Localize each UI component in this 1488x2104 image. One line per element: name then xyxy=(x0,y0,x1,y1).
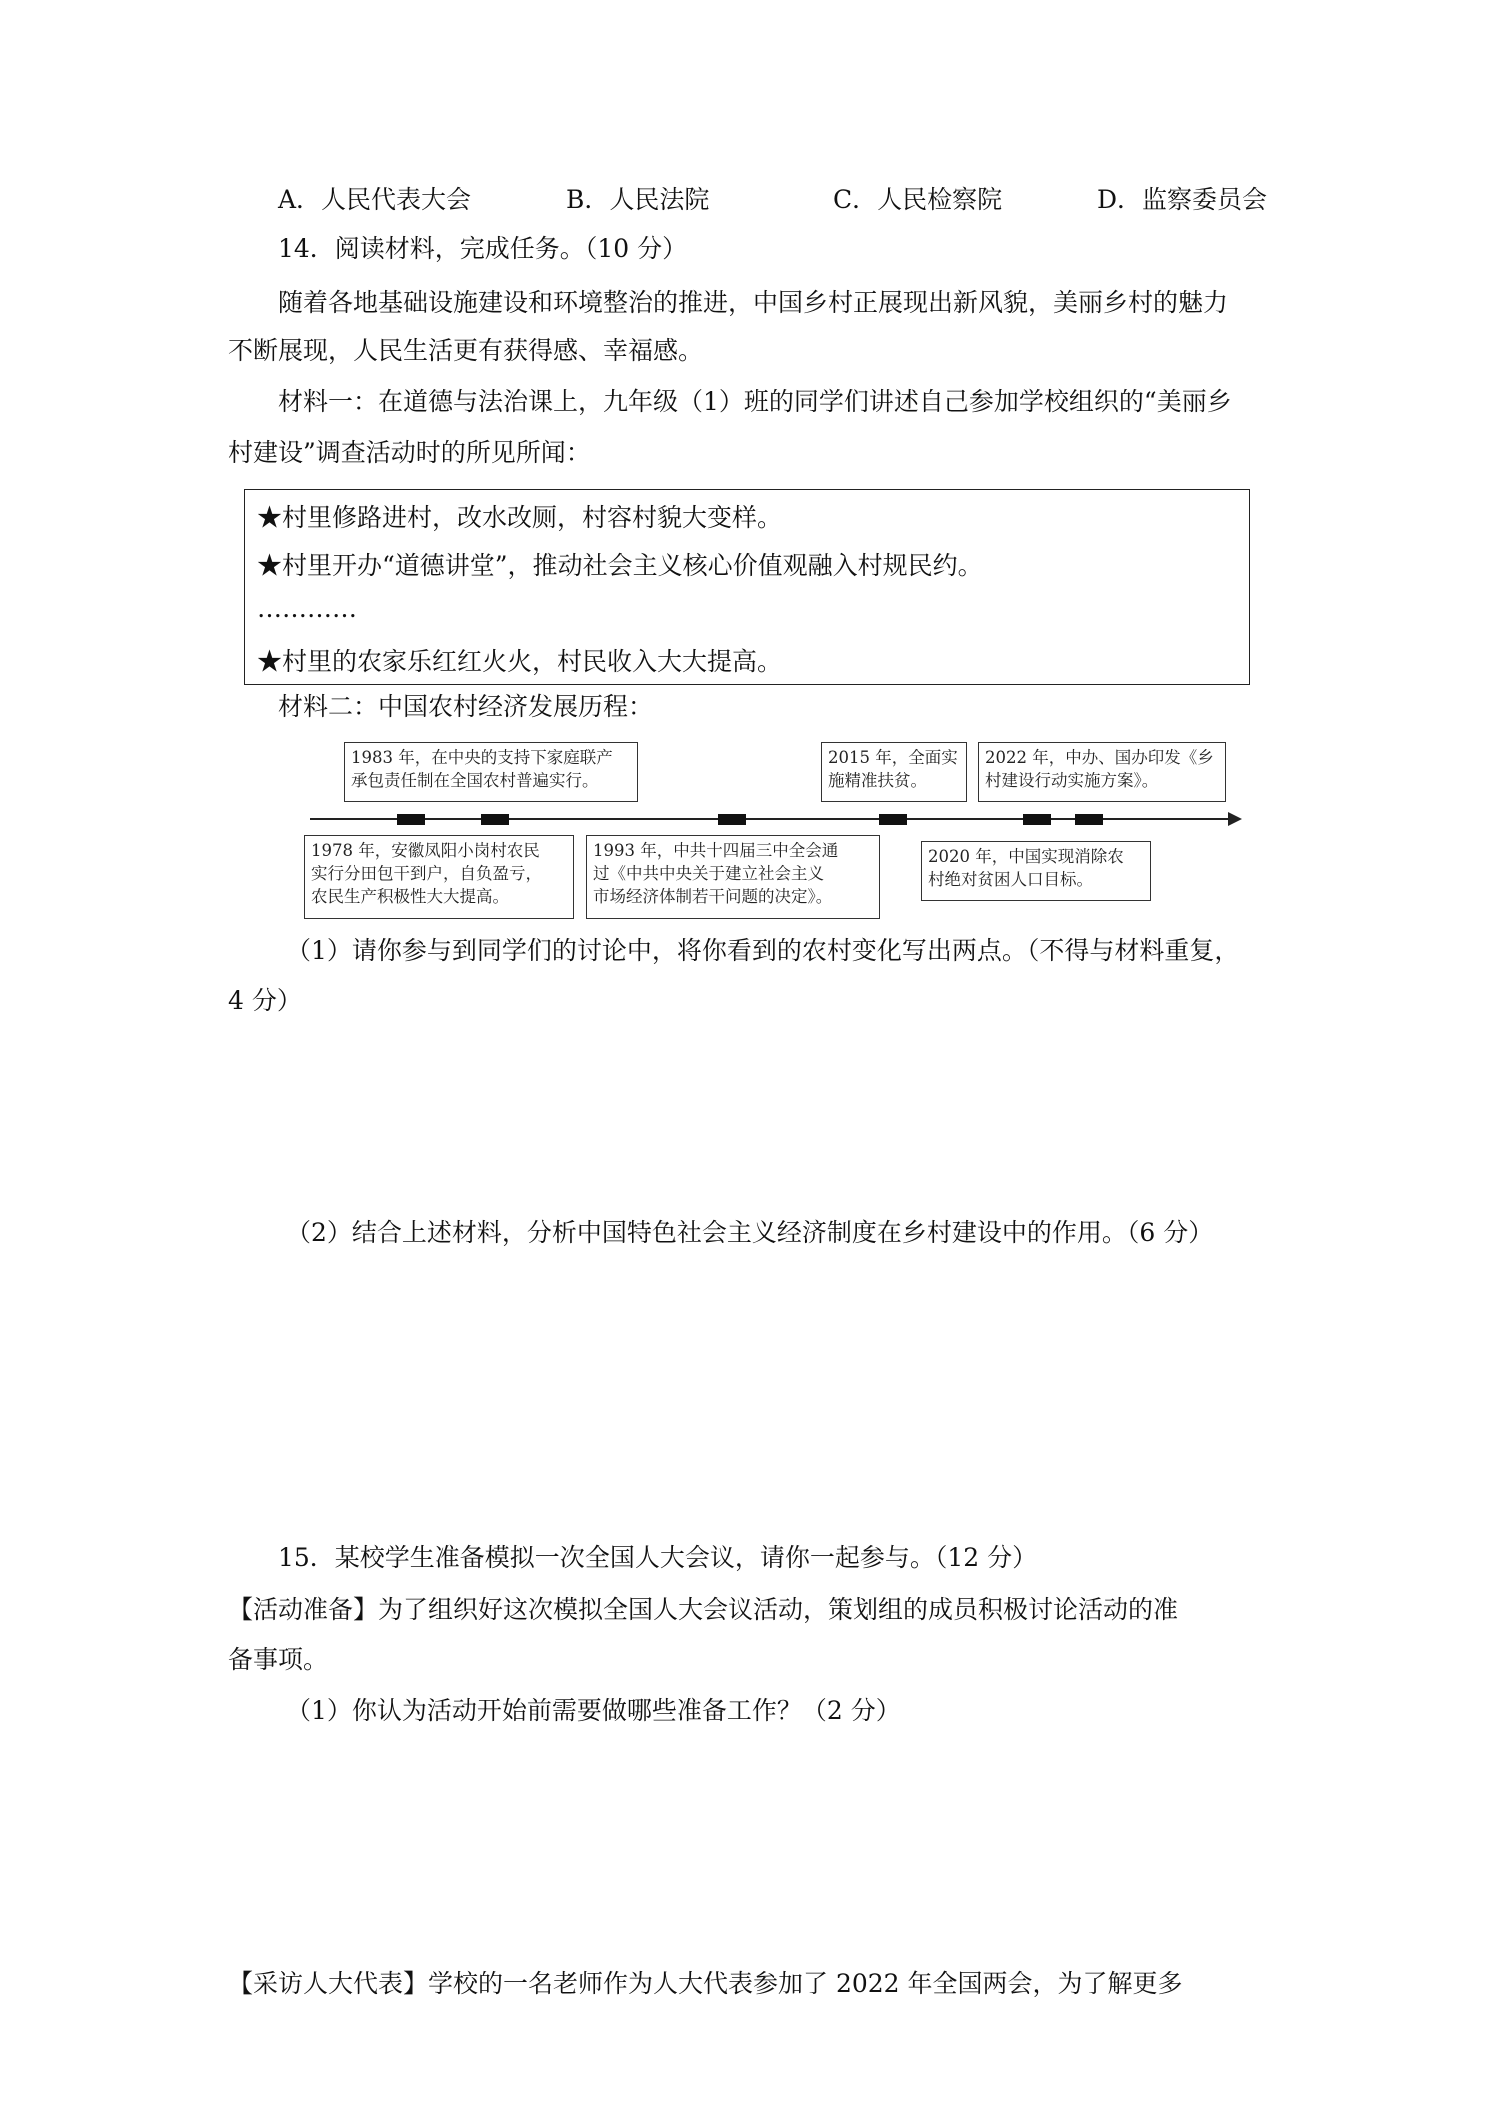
timeline-marker xyxy=(1023,814,1051,825)
option-d: D．监察委员会 xyxy=(1097,185,1268,214)
box-item: ★村里的农家乐红红火火，村民收入大大提高。 xyxy=(257,647,783,676)
box-item: ★村里修路进村，改水改厕，村容村貌大变样。 xyxy=(257,503,783,532)
box-item: ★村里开办“道德讲堂”，推动社会主义核心价值观融入村规民约。 xyxy=(257,551,983,580)
q15-sub1: （1）你认为活动开始前需要做哪些准备工作？（2 分） xyxy=(286,1696,901,1725)
material-one-box xyxy=(244,489,1250,685)
q14-sub1-line1: （1）请你参与到同学们的讨论中，将你看到的农村变化写出两点。（不得与材料重复， xyxy=(286,936,1240,965)
q15-title: 15．某校学生准备模拟一次全国人大会议，请你一起参与。（12 分） xyxy=(278,1543,1038,1572)
timeline-event-1978: 1978 年，安徽凤阳小岗村农民 实行分田包干到户，自负盈亏， 农民生产积极性大大提高。 xyxy=(304,835,574,919)
q14-sub1-line2: 4 分） xyxy=(228,986,302,1015)
timeline-marker xyxy=(481,814,509,825)
q15-prep-line2: 备事项。 xyxy=(228,1645,329,1674)
material-one-line2: 村建设”调查活动时的所见所闻： xyxy=(228,438,591,467)
q15-interview-line: 【采访人大代表】学校的一名老师作为人大代表参加了 2022 年全国两会，为了解更多 xyxy=(228,1969,1183,1998)
q15-prep-line1: 【活动准备】为了组织好这次模拟全国人大会议活动，策划组的成员积极讨论活动的准 xyxy=(228,1595,1179,1624)
option-a: A．人民代表大会 xyxy=(278,185,472,214)
timeline-marker xyxy=(1075,814,1103,825)
q14-intro-line2: 不断展现，人民生活更有获得感、幸福感。 xyxy=(228,336,704,365)
timeline-event-1983: 1983 年，在中央的支持下家庭联产 承包责任制在全国农村普遍实行。 xyxy=(344,742,638,802)
option-b: B．人民法院 xyxy=(566,185,710,214)
option-c: C．人民检察院 xyxy=(833,185,1003,214)
material-two-title: 材料二：中国农村经济发展历程： xyxy=(278,692,654,721)
timeline-event-2020: 2020 年，中国实现消除农 村绝对贫困人口目标。 xyxy=(921,841,1151,901)
q14-sub2: （2）结合上述材料，分析中国特色社会主义经济制度在乡村建设中的作用。（6 分） xyxy=(286,1218,1214,1247)
timeline-event-1993: 1993 年，中共十四届三中全会通 过《中共中央关于建立社会主义 市场经济体制若干问题的决定》。 xyxy=(586,835,880,919)
q14-title: 14．阅读材料，完成任务。（10 分） xyxy=(278,234,688,263)
box-item: ………… xyxy=(257,594,357,623)
timeline-marker xyxy=(718,814,746,825)
timeline-marker xyxy=(879,814,907,825)
timeline-marker xyxy=(397,814,425,825)
timeline-arrow-icon xyxy=(1228,812,1242,826)
timeline-event-2022: 2022 年，中办、国办印发《乡 村建设行动实施方案》。 xyxy=(978,742,1226,802)
timeline-event-2015: 2015 年，全面实 施精准扶贫。 xyxy=(821,742,967,802)
material-one-line1: 材料一：在道德与法治课上，九年级（1）班的同学们讲述自己参加学校组织的“美丽乡 xyxy=(278,387,1232,416)
q14-intro-line1: 随着各地基础设施建设和环境整治的推进，中国乡村正展现出新风貌，美丽乡村的魅力 xyxy=(278,288,1229,317)
